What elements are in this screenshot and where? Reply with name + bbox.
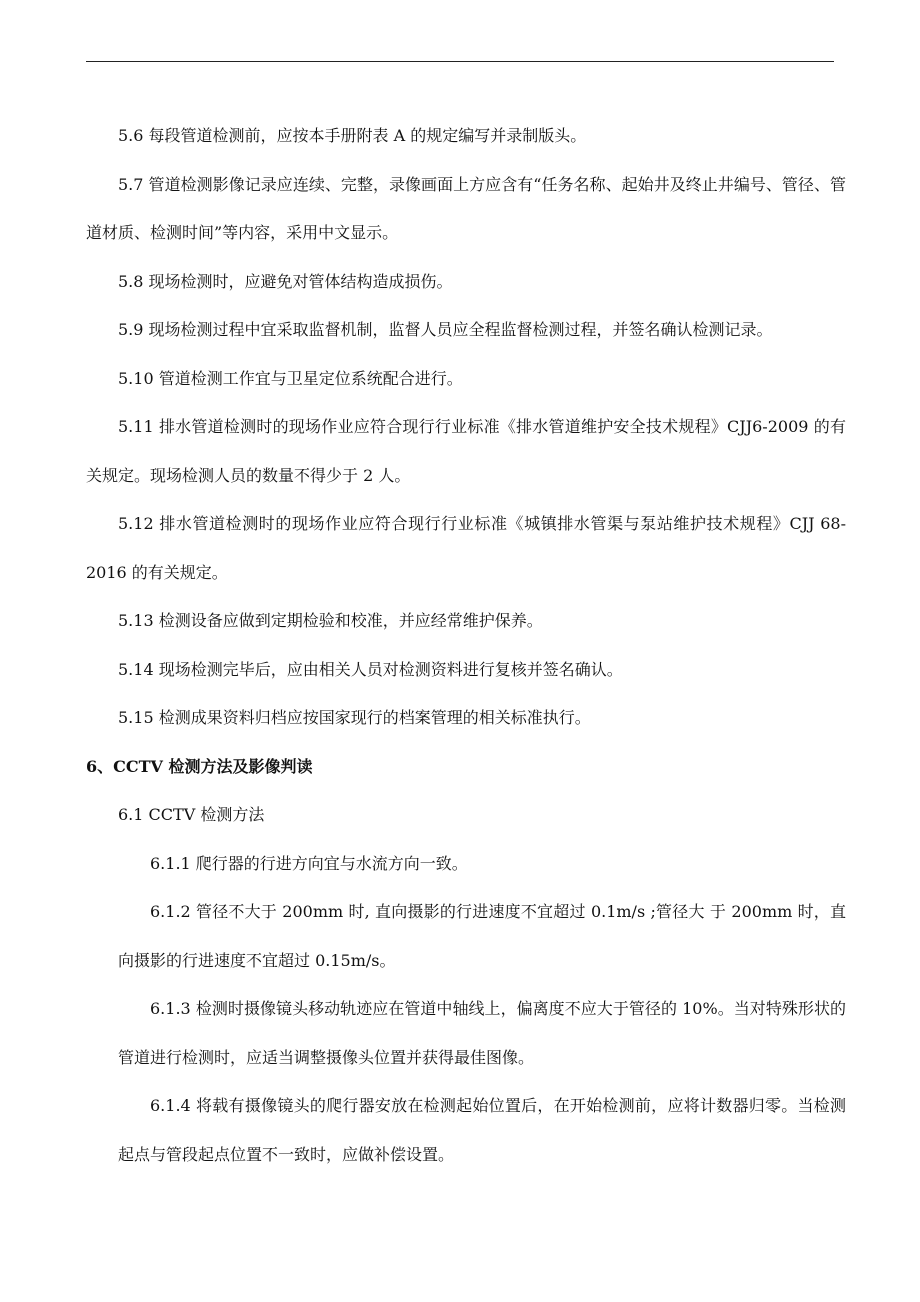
paragraph-5-13: 5.13 检测设备应做到定期检验和校准，并应经常维护保养。 — [118, 611, 543, 630]
paragraph-5-12: 5.12 排水管道检测时的现场作业应符合现行行业标准《城镇排水管渠与泵站维护技术规程》CJJ 68-2016 的有关规定。 — [86, 514, 846, 582]
document-body — [86, 112, 846, 1179]
paragraph-5-14: 5.14 现场检测完毕后，应由相关人员对检测资料进行复核并签名确认。 — [118, 659, 623, 679]
paragraph-6-1-1: 6.1.1 爬行器的行进方向宜与水流方向一致。 — [150, 853, 468, 873]
paragraph-5-6: 5.6 每段管道检测前，应按本手册附表 A 的规定编写并录制版头。 — [118, 126, 587, 145]
section-6-heading: 6、CCTV 检测方法及影像判读 — [86, 756, 313, 776]
paragraph-5-8: 5.8 现场检测时，应避免对管体结构造成损伤。 — [118, 271, 453, 291]
paragraph-5-7: 5.7 管道检测影像记录应连续、完整，录像画面上方应含有“任务名称、起始井及终止井编号、管径、管道材质、检测时间”等内容，采用中文显示。 — [86, 174, 846, 242]
paragraph-6-1-2: 6.1.2 管径不大于 200mm 时, 直向摄影的行进速度不宜超过 0.1m/s ;管径大 于 200mm 时，直向摄影的行进速度不宜超过 0.15m/s。 — [118, 902, 846, 970]
header-rule — [86, 61, 834, 62]
paragraph-5-11: 5.11 排水管道检测时的现场作业应符合现行行业标准《排水管道维护安全技术规程》CJJ6-2009 的有关规定。现场检测人员的数量不得少于 2 人。 — [86, 417, 846, 485]
paragraph-5-9: 5.9 现场检测过程中宜采取监督机制，监督人员应全程监督检测过程，并签名确认检测记录。 — [118, 320, 773, 339]
paragraph-6-1-4: 6.1.4 将载有摄像镜头的爬行器安放在检测起始位置后，在开始检测前，应将计数器归零。当检测起点与管段起点位置不一致时，应做补偿设置。 — [118, 1096, 846, 1164]
paragraph-5-10: 5.10 管道检测工作宜与卫星定位系统配合进行。 — [118, 368, 463, 388]
paragraph-5-15: 5.15 检测成果资料归档应按国家现行的档案管理的相关标准执行。 — [118, 708, 591, 727]
paragraph-6-1-3: 6.1.3 检测时摄像镜头移动轨迹应在管道中轴线上，偏离度不应大于管径的 10%。当对特殊形状的管道进行检测时，应适当调整摄像头位置并获得最佳图像。 — [118, 999, 846, 1067]
section-6-1-heading: 6.1 CCTV 检测方法 — [118, 805, 265, 824]
